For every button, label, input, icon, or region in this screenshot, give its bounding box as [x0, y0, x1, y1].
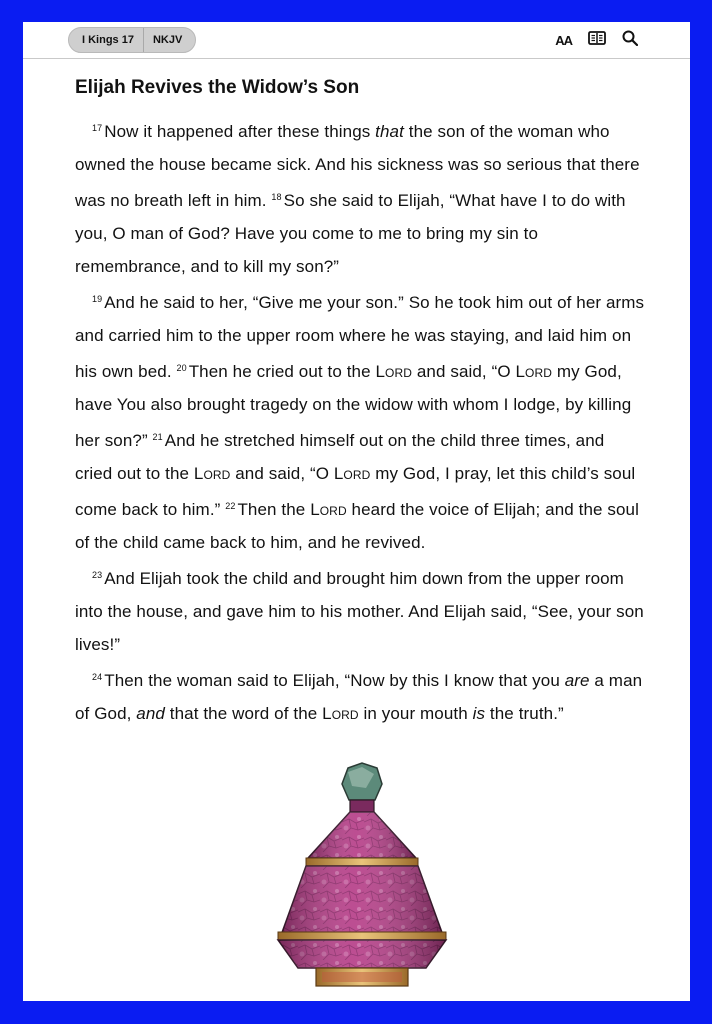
verse-text: the son of the woman who owned the house became sick. And his sickness was so serious that there was no breath left in him.: [75, 122, 640, 210]
verse-number[interactable]: 22: [225, 501, 236, 511]
verse-text: And he said to her, “Give me your son.” So he took him out of her arms and carried him to the upper room where he was staying, and laid him on his own bed.: [75, 293, 645, 381]
section-heading: Elijah Revives the Widow’s Son: [75, 77, 360, 98]
reader-view-icon[interactable]: [588, 31, 606, 50]
verse-text: the truth.”: [485, 704, 564, 723]
reader-page: [23, 22, 690, 1001]
verse-text: Then the woman said to Elijah, “Now by this I know that you: [104, 671, 565, 690]
verse-number[interactable]: 23: [92, 570, 103, 580]
italic-text: are: [564, 671, 590, 690]
reader-toolbar: [23, 22, 690, 59]
verse-text: Now it happened after these things: [104, 122, 376, 141]
verse-number[interactable]: 24: [92, 672, 103, 682]
chapter-version-selector: [68, 27, 196, 53]
verse-text: a man of God,: [75, 671, 643, 723]
verse-number[interactable]: 19: [92, 294, 103, 304]
divine-name: Lord: [322, 704, 359, 723]
scripture-paragraph: [75, 112, 645, 283]
divine-name: Lord: [333, 464, 371, 483]
scripture-text: [75, 112, 645, 730]
font-size-icon[interactable]: [555, 33, 572, 48]
divine-name: Lord: [375, 362, 413, 381]
verse-text: Then he cried out to the: [188, 362, 376, 381]
verse-number[interactable]: 20: [176, 363, 187, 373]
verse-text: that the word of the: [164, 704, 323, 723]
verse-text: and said, “O: [412, 362, 516, 381]
verse-text: and said, “O: [230, 464, 334, 483]
illustration-oil-jar: [276, 762, 448, 990]
chapter-content: [75, 74, 645, 730]
verse-number[interactable]: 17: [92, 123, 103, 133]
scripture-paragraph: [75, 661, 645, 730]
book-chapter-button[interactable]: I Kings 17: [82, 34, 134, 46]
verse-text: So she said to Elijah, “What have I to do with you, O man of God? Have you come to me to bring my sin to remembrance, and to kill my son?”: [75, 191, 626, 276]
italic-text: and: [136, 704, 165, 723]
verse-text: my God, I pray, let this child’s soul come back to him.”: [75, 464, 636, 519]
verse-number[interactable]: 18: [271, 192, 282, 202]
version-button[interactable]: NKJV: [143, 28, 195, 52]
divine-name: Lord: [310, 500, 347, 519]
font-size-label: AA: [555, 32, 572, 48]
scripture-paragraph: [75, 283, 645, 559]
italic-text: that: [375, 122, 404, 141]
scripture-paragraph: [75, 559, 645, 661]
verse-number[interactable]: 21: [152, 432, 163, 442]
verse-text: heard the voice of Elijah; and the soul of the child came back to him, and he revived.: [75, 500, 639, 552]
verse-text: And he stretched himself out on the child three times, and cried out to the: [75, 431, 605, 483]
divine-name: Lord: [193, 464, 231, 483]
verse-text: in your mouth: [358, 704, 473, 723]
search-icon[interactable]: [622, 30, 638, 51]
verse-text: my God, have You also brought tragedy on the widow with whom I lodge, by killing her son?”: [75, 362, 632, 450]
italic-text: is: [472, 704, 486, 723]
toolbar-tools: [555, 31, 638, 49]
verse-text: And Elijah took the child and brought him down from the upper room into the house, and gave him to his mother. And Elijah said, “See, your son lives!”: [75, 569, 644, 654]
verse-text: Then the: [237, 500, 311, 519]
divine-name: Lord: [515, 362, 553, 381]
